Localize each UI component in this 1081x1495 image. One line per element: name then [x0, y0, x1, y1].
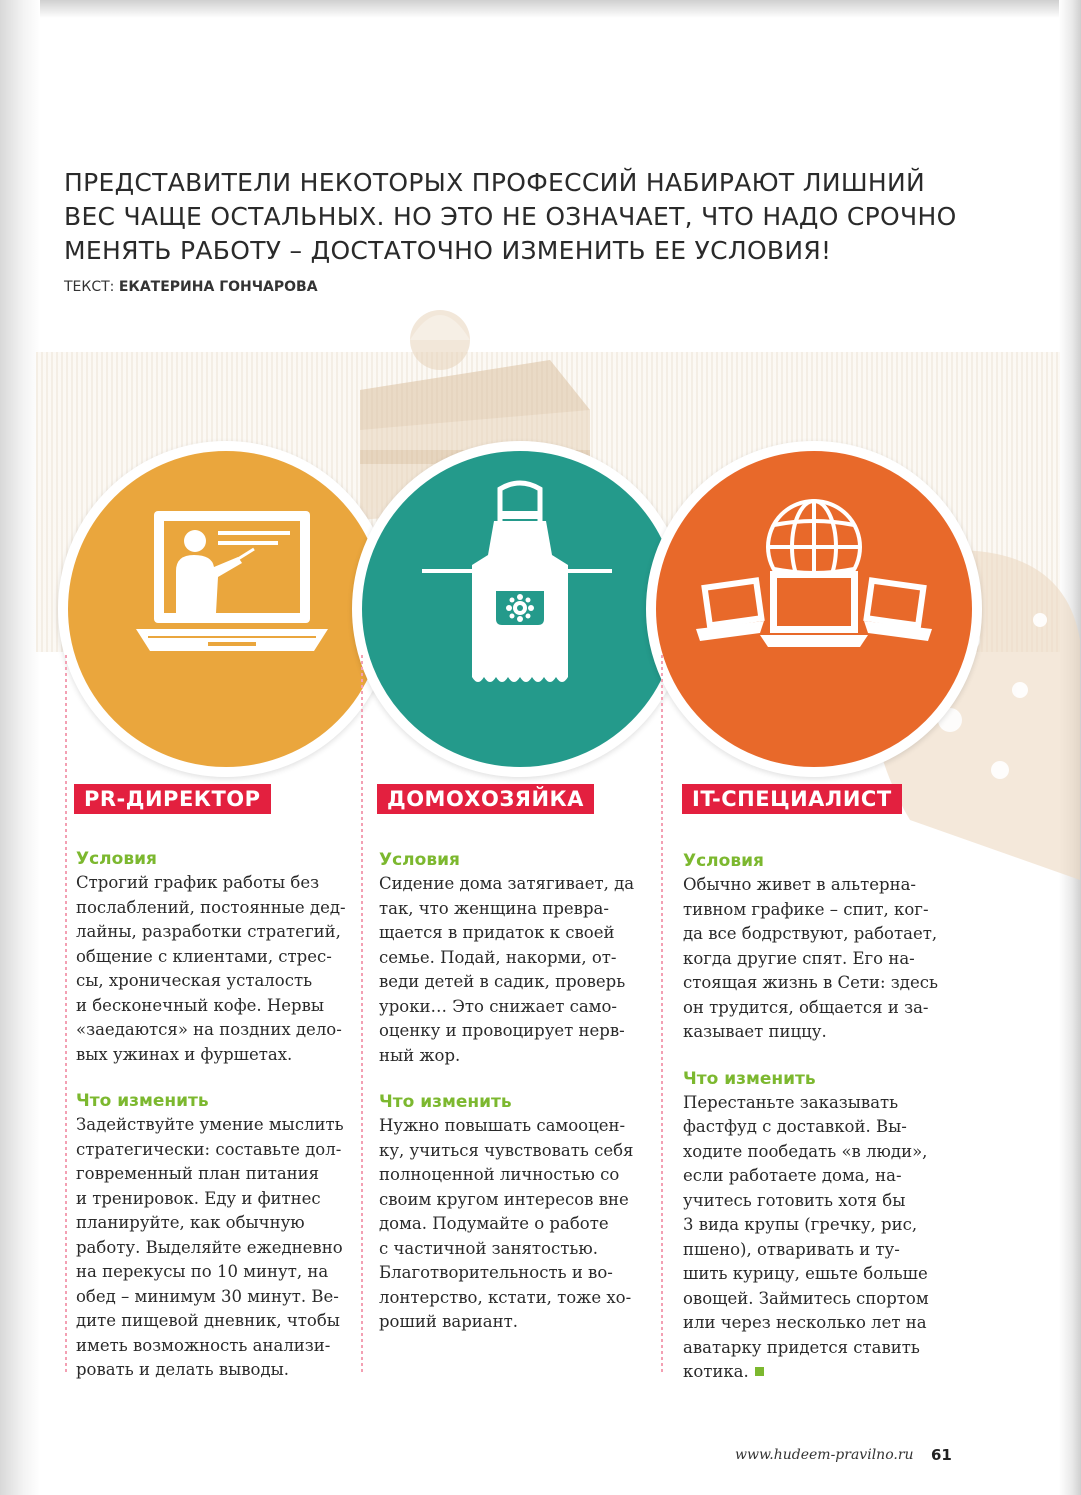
- apron-icon: [362, 451, 678, 767]
- text-line: сы, хроническая усталость: [76, 971, 313, 990]
- text-line: лайны, разработки стратегий,: [76, 922, 341, 941]
- text-line: своим кругом интересов вне: [379, 1189, 629, 1209]
- globe-laptops-icon: [656, 451, 972, 767]
- column-divider-1: [65, 655, 67, 1375]
- laptop-presenter-icon: [68, 451, 384, 767]
- text-line: Благотворительность и во-: [379, 1263, 613, 1282]
- text-line: так, что женщина превра-: [379, 898, 609, 918]
- lede-line-1: ПРЕДСТАВИТЕЛИ НЕКОТОРЫХ ПРОФЕССИЙ НАБИРАЮТ ЛИШНИЙ: [64, 168, 925, 197]
- lede-line-2: ВЕС ЧАЩЕ ОСТАЛЬНЫХ. НО ЭТО НЕ ОЗНАЧАЕТ, ЧТО НАДО СРОЧНО: [64, 202, 957, 231]
- column-housewife: [379, 848, 661, 1335]
- conditions-heading: Условия: [379, 850, 460, 870]
- text-line: лонтерство, кстати, тоже хо-: [379, 1287, 632, 1307]
- text-line: планируйте, как обычную: [76, 1213, 305, 1232]
- lede-line-3: МЕНЯТЬ РАБОТУ – ДОСТАТОЧНО ИЗМЕНИТЬ ЕЕ УСЛОВИЯ!: [64, 236, 832, 265]
- footer-website-url: www.hudeem-pravilno.ru: [735, 1447, 914, 1463]
- text-line: когда другие спят. Его на-: [683, 948, 915, 968]
- byline-label: ТЕКСТ:: [64, 279, 115, 295]
- text-line: общение с клиентами, стрес-: [76, 946, 332, 966]
- text-line: щается в придаток к своей: [379, 923, 615, 942]
- text-line: стоящая жизнь в Сети: здесь: [683, 973, 938, 992]
- text-line: говременный план питания: [76, 1164, 320, 1183]
- text-line: Строгий график работы без: [76, 873, 320, 892]
- page-binding-shadow: [0, 0, 40, 1495]
- text-line: Перестаньте заказывать: [683, 1092, 899, 1112]
- text-line: фастфуд с доставкой. Вы-: [683, 1117, 907, 1136]
- pr-director-circle: [58, 441, 394, 777]
- text-line: если работаете дома, на-: [683, 1166, 902, 1185]
- text-line: стратегически: составьте дол-: [76, 1139, 342, 1159]
- conditions-text: [683, 873, 965, 1045]
- text-line: ный жор.: [379, 1045, 461, 1065]
- text-line: 3 вида крупы (гречку, рис,: [683, 1215, 918, 1234]
- title-pr-director: PR-ДИРЕКТОР: [74, 784, 271, 814]
- text-line: роший вариант.: [379, 1312, 518, 1331]
- what-to-change-heading: Что изменить: [683, 1068, 816, 1089]
- text-line: иметь возможность анализи-: [76, 1335, 331, 1355]
- text-line: шить курицу, ешьте больше: [683, 1264, 928, 1283]
- text-line: и тренировок. Еду и фитнес: [76, 1188, 321, 1208]
- what-to-change-heading: Что изменить: [379, 1092, 512, 1112]
- text-line: Нужно повышать самооцен-: [379, 1116, 626, 1135]
- text-line: с частичной занятостью.: [379, 1238, 598, 1258]
- text-line: ку, учиться чувствовать себя: [379, 1140, 634, 1160]
- text-line: учитесь готовить хотя бы: [683, 1190, 906, 1210]
- column-divider-2: [361, 655, 363, 1375]
- text-line: веди детей в садик, проверь: [379, 972, 626, 991]
- text-line: да все бодрствуют, работает,: [683, 924, 938, 943]
- column-pr-director: [76, 847, 358, 1383]
- text-line: котика.: [683, 1362, 749, 1381]
- text-line: ровать и делать выводы.: [76, 1360, 290, 1379]
- byline: [64, 279, 318, 295]
- text-line: казывает пиццу.: [683, 1022, 827, 1041]
- what-to-change-text: [683, 1091, 965, 1385]
- text-line: полноценной личностью со: [379, 1165, 620, 1184]
- text-line: ходите пообедать «в люди»,: [683, 1141, 928, 1161]
- end-of-article-mark-icon: [755, 1367, 764, 1376]
- text-line: дите пищевой дневник, чтобы: [76, 1311, 340, 1330]
- conditions-heading: Условия: [76, 849, 157, 869]
- text-line: Сидение дома затягивает, да: [379, 874, 635, 893]
- text-line: Задействуйте умение мыслить: [76, 1115, 344, 1134]
- text-line: семье. Подай, накорми, от-: [379, 947, 617, 967]
- byline-author: ЕКАТЕРИНА ГОНЧАРОВА: [118, 279, 318, 295]
- conditions-text: [76, 871, 358, 1067]
- text-line: аватарку придется ставить: [683, 1337, 920, 1357]
- conditions-text: [379, 872, 661, 1068]
- text-line: дома. Подумайте о работе: [379, 1214, 609, 1233]
- page-top-edge: [0, 0, 1081, 18]
- it-specialist-circle: [646, 441, 982, 777]
- text-line: работу. Выделяйте ежедневно: [76, 1237, 343, 1257]
- text-line: он трудится, общается и за-: [683, 997, 929, 1017]
- text-line: пшено), отваривать и ту-: [683, 1239, 900, 1259]
- text-line: на перекусы по 10 минут, на: [76, 1262, 329, 1281]
- text-line: уроки… Это снижает само-: [379, 996, 618, 1016]
- title-housewife: ДОМОХОЗЯЙКА: [377, 784, 594, 814]
- text-line: или через несколько лет на: [683, 1313, 927, 1332]
- text-line: «заедаются» на поздних дело-: [76, 1020, 342, 1039]
- column-divider-3: [661, 655, 663, 1375]
- conditions-heading: Условия: [683, 851, 764, 871]
- what-to-change-text: [76, 1113, 358, 1383]
- title-it-specialist: IT-СПЕЦИАЛИСТ: [682, 784, 902, 814]
- text-line: вых ужинах и фуршетах.: [76, 1044, 293, 1064]
- lede-heading: [64, 166, 964, 268]
- text-line: оценку и провоцирует нерв-: [379, 1021, 625, 1040]
- text-line: обед – минимум 30 минут. Ве-: [76, 1286, 339, 1306]
- text-line: овощей. Займитесь спортом: [683, 1288, 929, 1308]
- text-line: тивном графике – спит, ког-: [683, 899, 929, 919]
- what-to-change-text: [379, 1114, 661, 1335]
- column-it-specialist: [683, 849, 965, 1385]
- text-line: послаблений, постоянные дед-: [76, 897, 346, 917]
- text-line: и бесконечный кофе. Нервы: [76, 995, 325, 1015]
- housewife-circle: [352, 441, 688, 777]
- what-to-change-heading: Что изменить: [76, 1091, 209, 1111]
- text-line: Обычно живет в альтерна-: [683, 875, 916, 894]
- page-number: 61: [931, 1446, 952, 1464]
